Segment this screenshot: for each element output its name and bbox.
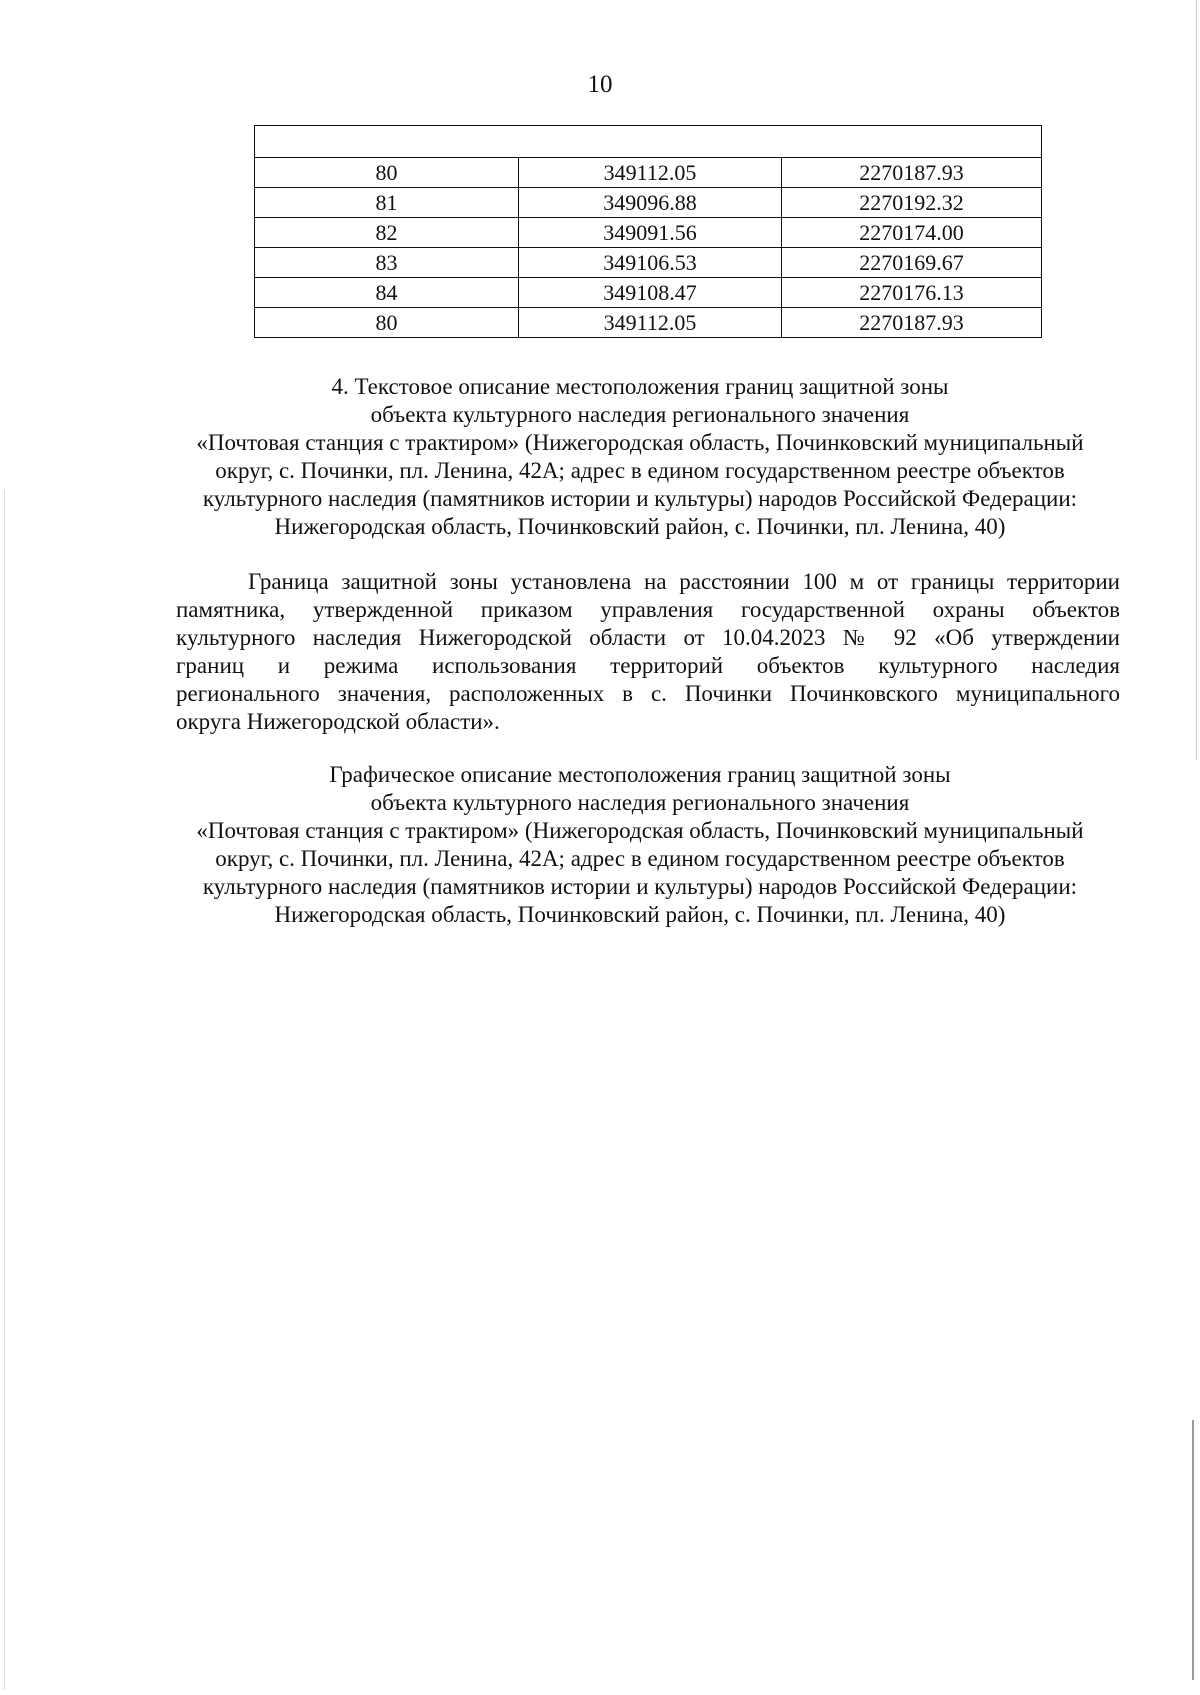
point-number-cell: 81: [255, 188, 519, 218]
section-4-heading: [160, 373, 1120, 541]
point-number-cell: 83: [255, 248, 519, 278]
y-coordinate-cell: 2270187.93: [782, 308, 1042, 338]
y-coordinate-cell: 2270174.00: [782, 218, 1042, 248]
x-coordinate-cell: 349091.56: [519, 218, 782, 248]
boundary-description-paragraph: [176, 568, 1120, 736]
point-number-cell: 82: [255, 218, 519, 248]
heading-line: округ, с. Починки, пл. Ленина, 42А; адрес в едином государственном реестре объектов: [215, 458, 1065, 483]
table-row: [255, 278, 1042, 308]
heading-line: «Почтовая станция с трактиром» (Нижегородская область, Починковский муниципальный: [196, 818, 1084, 843]
x-coordinate-cell: 349096.88: [519, 188, 782, 218]
table-header-row: [255, 126, 1042, 158]
point-number-cell: 80: [255, 158, 519, 188]
scan-edge-left: [4, 490, 5, 1690]
scan-edge-right: [1196, 0, 1197, 760]
heading-line: объекта культурного наследия регионального значения: [370, 402, 910, 427]
x-coordinate-cell: 349106.53: [519, 248, 782, 278]
table-header-cell: [255, 126, 1042, 158]
paragraph-line: границ и режима использования территорий объектов культурного наследия: [176, 653, 1120, 678]
graphic-description-heading: [160, 761, 1120, 929]
x-coordinate-cell: 349112.05: [519, 158, 782, 188]
point-number-cell: 80: [255, 308, 519, 338]
y-coordinate-cell: 2270192.32: [782, 188, 1042, 218]
page-number: 10: [587, 71, 613, 98]
heading-line: Графическое описание местоположения границ защитной зоны: [329, 762, 951, 787]
table-row: [255, 188, 1042, 218]
point-number-cell: 84: [255, 278, 519, 308]
heading-line: Нижегородская область, Починковский район, с. Починки, пл. Ленина, 40): [274, 514, 1006, 539]
x-coordinate-cell: 349108.47: [519, 278, 782, 308]
table-row: [255, 248, 1042, 278]
scan-edge-bottom-right: [1192, 1420, 1194, 1680]
heading-line: округ, с. Починки, пл. Ленина, 42А; адрес в едином государственном реестре объектов: [215, 846, 1065, 871]
paragraph-line: культурного наследия Нижегородской области от 10.04.2023 № 92 «Об утверждении: [176, 625, 1120, 650]
heading-line: Нижегородская область, Починковский район, с. Починки, пл. Ленина, 40): [274, 902, 1006, 927]
heading-line: 4. Текстовое описание местоположения границ защитной зоны: [331, 374, 949, 399]
paragraph-line: регионального значения, расположенных в с. Починки Починковского муниципального: [176, 681, 1120, 706]
y-coordinate-cell: 2270187.93: [782, 158, 1042, 188]
table-row: [255, 308, 1042, 338]
heading-line: культурного наследия (памятников истории и культуры) народов Российской Федерации:: [202, 874, 1078, 899]
paragraph-line: памятника, утвержденной приказом управления государственной охраны объектов: [176, 597, 1120, 622]
table-row: [255, 158, 1042, 188]
x-coordinate-cell: 349112.05: [519, 308, 782, 338]
y-coordinate-cell: 2270176.13: [782, 278, 1042, 308]
table-row: [255, 218, 1042, 248]
y-coordinate-cell: 2270169.67: [782, 248, 1042, 278]
heading-line: культурного наследия (памятников истории и культуры) народов Российской Федерации:: [202, 486, 1078, 511]
paragraph-line: Граница защитной зоны установлена на расстоянии 100 м от границы территории: [248, 569, 1120, 594]
paragraph-line: округа Нижегородской области».: [176, 709, 500, 734]
coordinates-table: [254, 125, 1042, 338]
heading-line: «Почтовая станция с трактиром» (Нижегородская область, Починковский муниципальный: [196, 430, 1084, 455]
heading-line: объекта культурного наследия регионального значения: [370, 790, 910, 815]
